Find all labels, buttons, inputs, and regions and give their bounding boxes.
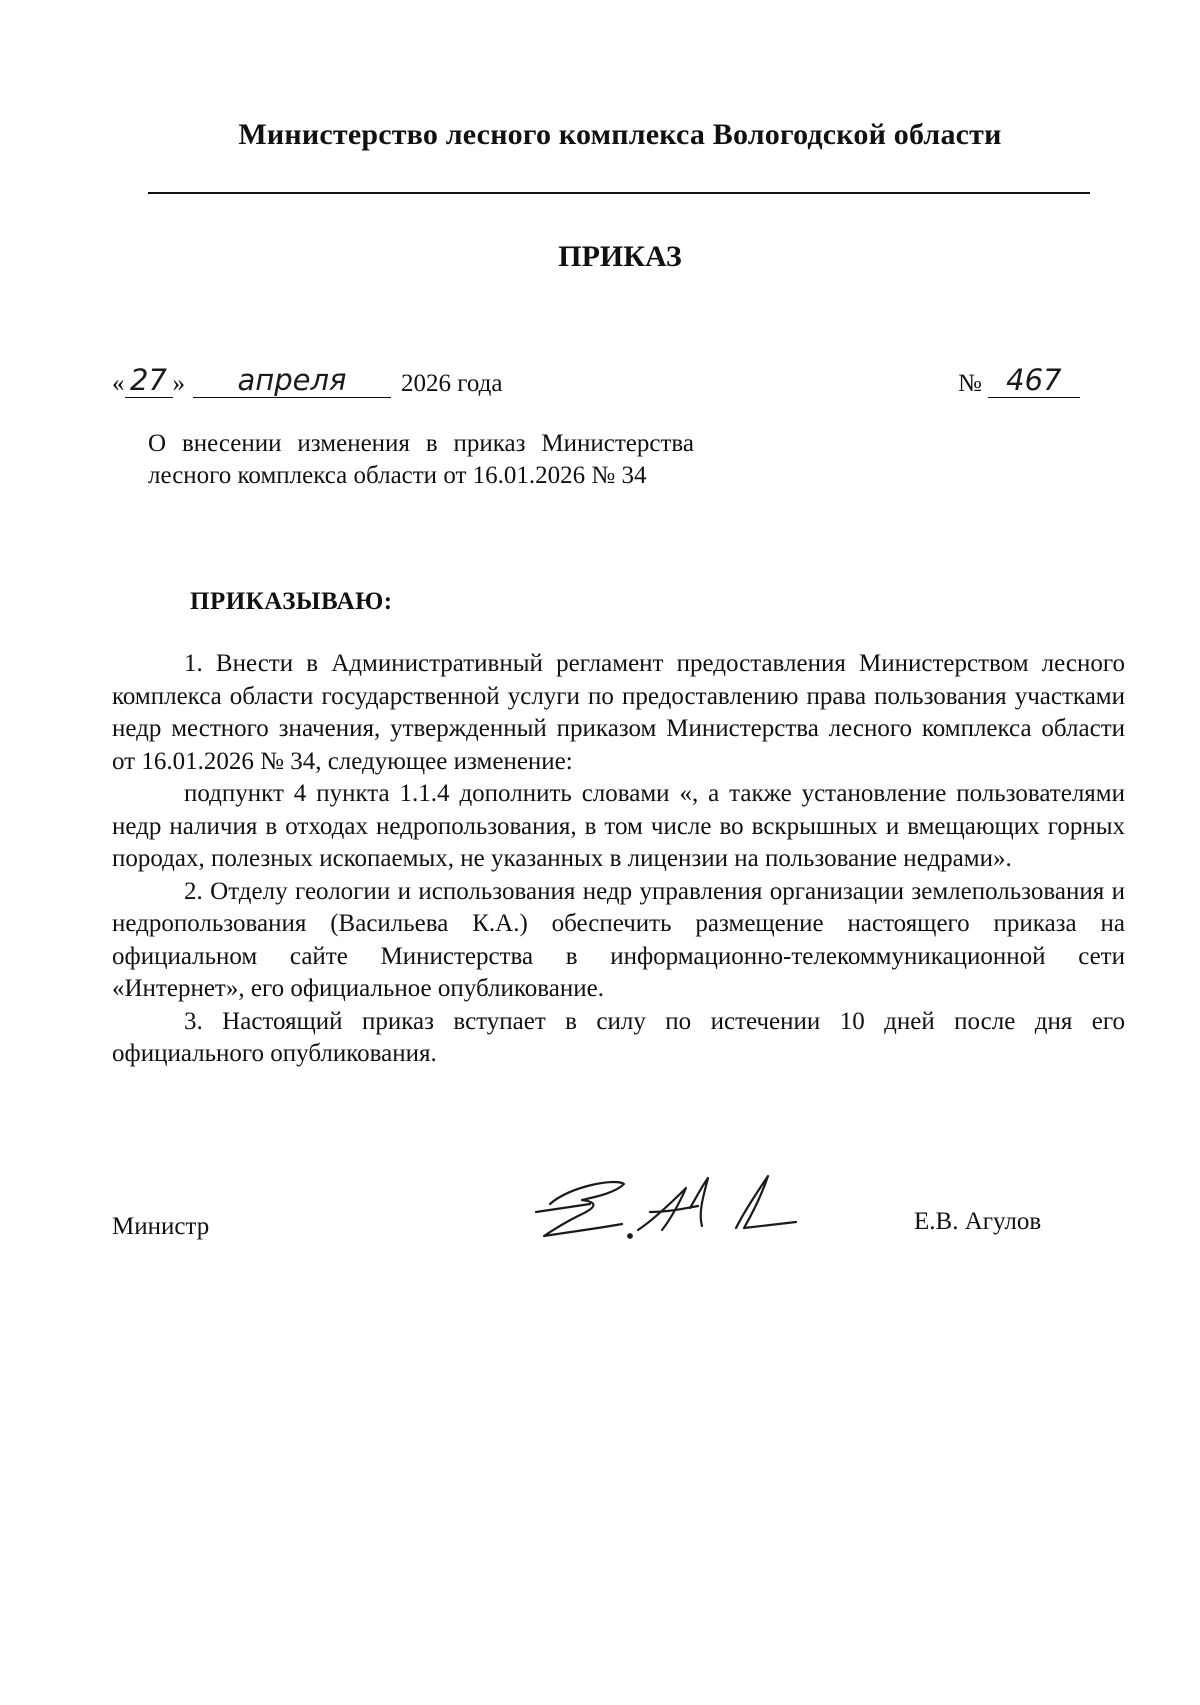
handwritten-signature: [530, 1168, 800, 1248]
date-month: апреля: [193, 363, 391, 398]
paragraph-2: подпункт 4 пункта 1.1.4 дополнить словами «, а также установление пользователями недр наличия в отходах недропользования, в том числе во вскрышных и вмещающих горных породах, полезных ископаемых, не указанных в лицензии на пользование недрами».: [112, 780, 1125, 872]
paragraph-3: 2. Отделу геологии и использования недр управления организации землепользования и недропользования (Васильева К.А.) обеспечить размещение настоящего приказа на официальном сайте Министерства в информационно-телекоммуникационной сети «Интернет», его официальное опубликование.: [112, 877, 1125, 1002]
date-year: 2026 года: [401, 370, 503, 397]
document-number: [958, 358, 1158, 398]
paragraph-1: 1. Внести в Административный регламент предоставления Министерством лесного комплекса области государственной услуги по предоставлению права пользования участками недр местного значения, утвержденный приказом Министерства лесного комплекса области от 16.01.2026 № 34, следующее изменение:: [112, 650, 1125, 775]
header-divider: [148, 192, 1090, 194]
date-open-quote: «: [112, 370, 125, 397]
document-date: [112, 358, 672, 398]
organization-title: Министерство лесного комплекса Вологодской области: [238, 118, 1002, 151]
document-subject: О внесении изменения в приказ Министерства лесного комплекса области от 16.01.2026 № 34: [148, 430, 694, 489]
signer-position: Министр: [112, 1213, 210, 1240]
document-type-title: ПРИКАЗ: [558, 240, 682, 273]
order-directive: ПРИКАЗЫВАЮ:: [190, 588, 393, 615]
signer-name: Е.В. Агулов: [914, 1208, 1042, 1235]
date-close-quote: »: [172, 370, 185, 397]
order-body: [112, 648, 1125, 1071]
date-day: 27: [125, 363, 173, 398]
paragraph-4: 3. Настоящий приказ вступает в силу по истечении 10 дней после дня его официального опубликования.: [112, 1007, 1125, 1067]
number-value: 467: [988, 363, 1080, 398]
number-label: №: [958, 370, 982, 397]
